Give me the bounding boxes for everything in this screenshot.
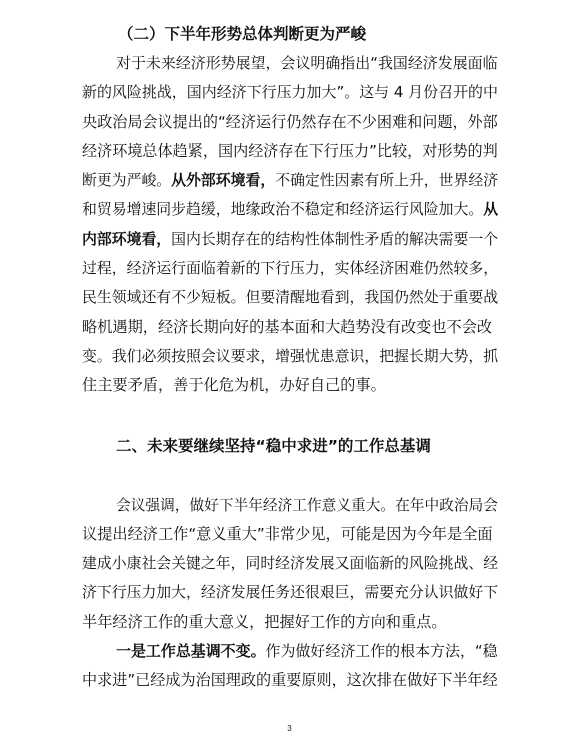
bold-phrase-external: 从外部环境看， [171,171,276,190]
text-run: 和贸易增速同步趋缓，地缘政治不稳定和经济运行风险加大。 [82,200,484,219]
section-heading: 二、未来要继续坚持“稳中求进”的工作总基调 [116,436,431,455]
text-line: 建成小康社会关键之年，同时经济发展又面临新的风险挑战、经 [82,554,499,573]
text-line: 新的风险挑战，国内经济下行压力加大”。这与 4 月份召开的中 [82,83,498,102]
paragraph-outlook [82,49,498,401]
text-run: 作为做好经济工作的根本方法，“稳 [265,642,498,661]
text-line: 议提出经济工作“意义重大”非常少见，可能是因为今年是全面 [82,524,493,543]
section-spacer [82,461,498,491]
text-line: 经济环境总体趋紧，国内经济存在下行压力”比较，对形势的判 [82,141,498,160]
paragraph-keynote [82,637,498,696]
subsection-heading: （二）下半年形势总体判断更为严峻 [118,25,367,43]
page-content [82,20,498,696]
bold-phrase-internal-start: 从 [483,200,499,219]
text-line: 会议强调，做好下半年经济工作意义重大。在年中政治局会 [116,496,498,514]
text-run: 断更为严峻。 [82,171,172,190]
text-line: 中求进”已经成为治国理政的重要原则，这次排在做好下半年经 [82,671,498,690]
text-line: 变。我们必须按照会议要求，增强忧患意识，把握长期大势，抓 [82,346,499,365]
section-spacer [82,401,498,432]
page-number: 3 [287,724,292,733]
text-run: 国内长期存在的结构性体制性矛盾的解决需要一个 [171,229,499,248]
text-line: 民生领域还有不少短板。但要清醒地看到，我国仍然处于重要战 [82,288,499,307]
text-line: 济下行压力加大，经济发展任务还很艰巨，需要充分认识做好下 [82,583,499,602]
text-line: 对于未来经济形势展望，会议明确指出“我国经济发展面临 [116,54,498,72]
text-line [82,225,498,254]
text-line: 央政治局会议提出的“经济运行仍然存在不少困难和问题，外部 [82,112,498,131]
text-line: 住主要矛盾，善于化危为机，办好自己的事。 [82,376,386,395]
text-line [82,166,498,195]
text-line: 过程，经济运行面临着新的下行压力，实体经济困难仍然较多， [82,259,499,278]
text-line: 略机遇期，经济长期向好的基本面和大趋势没有改变也不会改 [82,317,493,336]
text-line: 半年经济工作的重大意义，把握好工作的方向和重点。 [82,612,447,631]
text-line [82,195,498,224]
paragraph-importance [82,491,498,637]
text-run: 不确定性因素有所上升，世界经济 [275,171,499,190]
text-line [82,637,498,666]
bold-lead-phrase: 一是工作总基调不变。 [116,642,266,661]
bold-phrase-internal-end: 内部环境看， [82,229,172,248]
